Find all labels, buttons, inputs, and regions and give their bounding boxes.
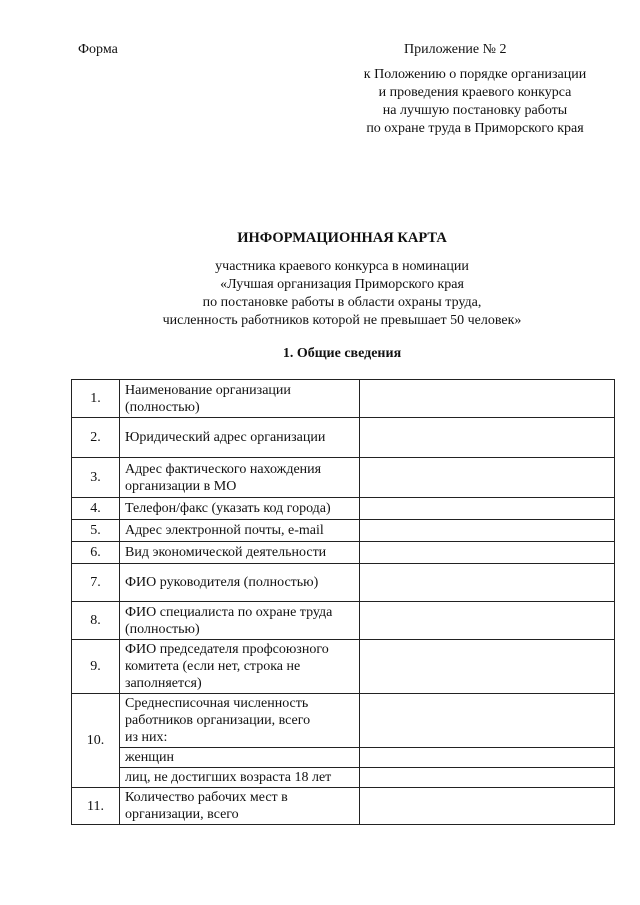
row-number: 11. bbox=[72, 788, 120, 825]
table-row bbox=[72, 564, 615, 602]
table-row bbox=[72, 542, 615, 564]
annex-line: на лучшую постановку работы bbox=[382, 103, 568, 118]
table-row bbox=[72, 788, 615, 825]
document-title: ИНФОРМАЦИОННАЯ КАРТА bbox=[237, 230, 447, 246]
row-label: женщин bbox=[120, 748, 360, 768]
row-value-cell[interactable] bbox=[360, 602, 615, 640]
table-row bbox=[72, 498, 615, 520]
row-value-cell[interactable] bbox=[360, 418, 615, 458]
row-value-cell[interactable] bbox=[360, 768, 615, 788]
row-label: Вид экономической деятельности bbox=[120, 542, 360, 564]
general-info-table bbox=[71, 379, 615, 825]
annex-line: по охране труда в Приморского края bbox=[366, 121, 584, 136]
row-value-cell[interactable] bbox=[360, 564, 615, 602]
row-number: 4. bbox=[72, 498, 120, 520]
row-value-cell[interactable] bbox=[360, 498, 615, 520]
table-row bbox=[72, 418, 615, 458]
row-number: 2. bbox=[72, 418, 120, 458]
annex-line: к Положению о порядке организации bbox=[363, 67, 587, 82]
subtitle-line: по постановке работы в области охраны труда, bbox=[202, 295, 482, 310]
row-number: 7. bbox=[72, 564, 120, 602]
table-row bbox=[72, 520, 615, 542]
row-label: Телефон/факс (указать код города) bbox=[120, 498, 360, 520]
row-value-cell[interactable] bbox=[360, 640, 615, 694]
row-value-cell[interactable] bbox=[360, 788, 615, 825]
subtitle-line: участника краевого конкурса в номинации bbox=[215, 259, 469, 274]
row-label: Адрес электронной почты, e-mail bbox=[120, 520, 360, 542]
row-number: 10. bbox=[72, 694, 120, 788]
subtitle-line: «Лучшая организация Приморского края bbox=[220, 277, 464, 292]
form-label: Форма bbox=[78, 42, 118, 57]
row-number: 5. bbox=[72, 520, 120, 542]
annex-line: и проведения краевого конкурса bbox=[378, 85, 572, 100]
row-number: 8. bbox=[72, 602, 120, 640]
row-value-cell[interactable] bbox=[360, 748, 615, 768]
annex-title: Приложение № 2 bbox=[404, 42, 507, 57]
document-subtitle bbox=[0, 258, 640, 330]
row-value-cell[interactable] bbox=[360, 694, 615, 748]
row-label: лиц, не достигших возраста 18 лет bbox=[120, 768, 360, 788]
row-label: ФИО специалиста по охране труда (полностью) bbox=[120, 602, 360, 640]
row-number: 9. bbox=[72, 640, 120, 694]
row-label bbox=[120, 694, 360, 748]
row-label-main: Среднесписочная численность работников организации, всего bbox=[125, 696, 311, 728]
table-subrow bbox=[72, 768, 615, 788]
row-label: ФИО председателя профсоюзного комитета (если нет, строка не заполняется) bbox=[120, 640, 360, 694]
table-subrow bbox=[72, 748, 615, 768]
row-number: 6. bbox=[72, 542, 120, 564]
table-row bbox=[72, 380, 615, 418]
row-value-cell[interactable] bbox=[360, 458, 615, 498]
annex-reference bbox=[330, 66, 620, 138]
row-label: Юридический адрес организации bbox=[120, 418, 360, 458]
row-number: 3. bbox=[72, 458, 120, 498]
row-value-cell[interactable] bbox=[360, 520, 615, 542]
row-sublabel: из них: bbox=[125, 730, 168, 745]
row-label: Количество рабочих мест в организации, всего bbox=[120, 788, 360, 825]
section-title: 1. Общие сведения bbox=[282, 346, 402, 361]
table-row bbox=[72, 458, 615, 498]
subtitle-line: численность работников которой не превышает 50 человек» bbox=[162, 313, 522, 328]
row-number: 1. bbox=[72, 380, 120, 418]
row-value-cell[interactable] bbox=[360, 380, 615, 418]
table-row bbox=[72, 694, 615, 748]
row-value-cell[interactable] bbox=[360, 542, 615, 564]
row-label: ФИО руководителя (полностью) bbox=[120, 564, 360, 602]
row-label: Наименование организации (полностью) bbox=[120, 380, 360, 418]
row-label: Адрес фактического нахождения организации в МО bbox=[120, 458, 360, 498]
table-row bbox=[72, 640, 615, 694]
table-row bbox=[72, 602, 615, 640]
